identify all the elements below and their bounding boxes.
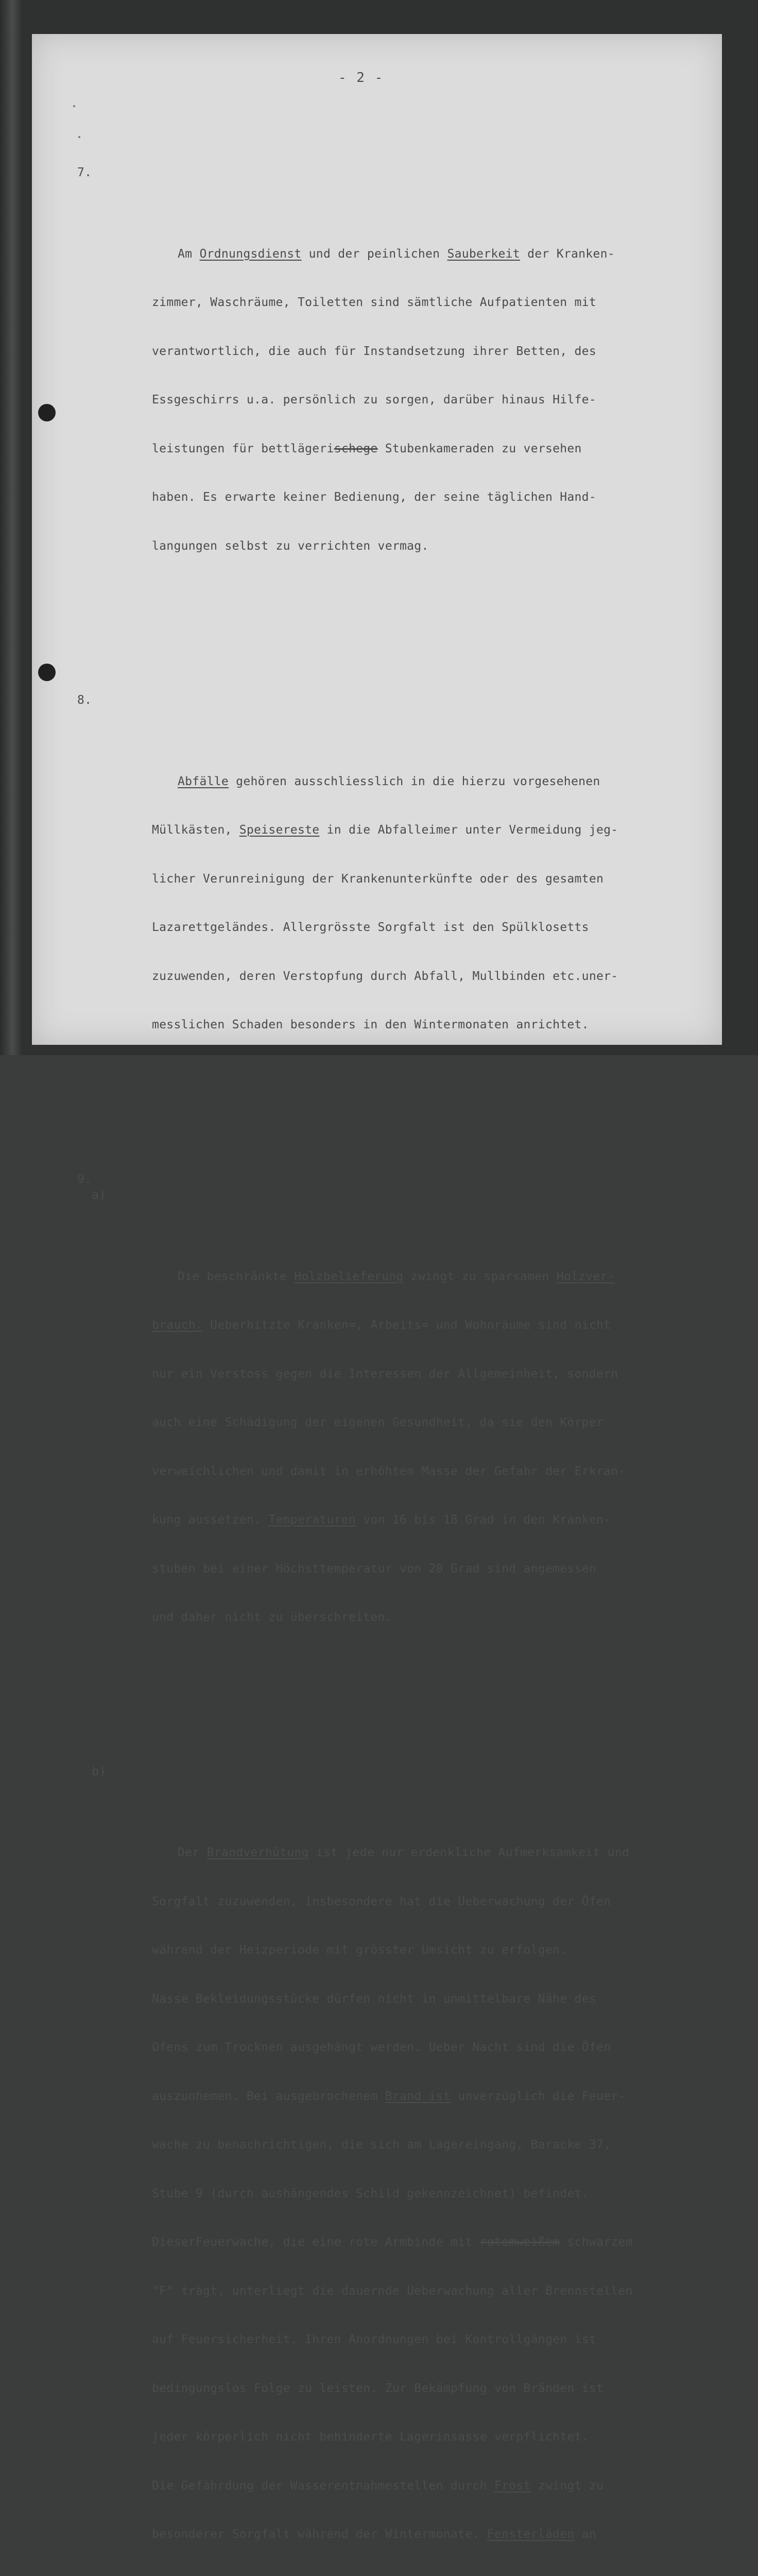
text-line: auszunhemen. Bei ausgebrochenem Brand ist unverzüglich die Feuer- — [152, 2089, 721, 2105]
text-line: DieserFeuerwache, die eine rote Armbinde mit rotemweißem schwarzem — [152, 2234, 721, 2251]
text-line: Der Brandverhütung ist jede nur erdenkliche Aufmerksamkeit und — [152, 1845, 721, 1861]
text-line: Die Gefährdung der Wasserentnahmestellen durch Frost zwingt zu — [152, 2478, 721, 2495]
punch-hole-lower — [38, 664, 56, 681]
subsection-label: a) — [92, 1188, 106, 1204]
section-9b — [77, 1764, 721, 2576]
document-page — [32, 34, 722, 1045]
text-line: zimmer, Waschräume, Toiletten sind sämtliche Aufpatienten mit — [152, 295, 721, 311]
underlined-term: Temperaturen — [268, 1513, 356, 1527]
text-line: auf Feuersicherheit. Ihren Anordnungen bei Kontrollgängen ist — [152, 2332, 721, 2348]
text-line: licher Verunreinigung der Krankenunterkünfte oder des gesamten — [152, 871, 721, 888]
underlined-term: Sauberkeit — [447, 247, 520, 261]
text-line: "F" trägt, unterliegt die dauernde Ueberwachung aller Brennstellen — [152, 2283, 721, 2300]
document-body — [77, 100, 721, 2576]
text-line: verantwortlich, die auch für Instandsetzung ihrer Betten, des — [152, 344, 721, 360]
page-number: - 2 - — [338, 70, 384, 86]
text-line: Nasse Bekleidungsstücke dürfen nicht in unmittelbare Nähe des — [152, 1991, 721, 2008]
text-line: Am Ordnungsdienst und der peinlichen Sauberkeit der Kranken- — [152, 246, 721, 263]
underlined-term: Holzver- — [557, 1270, 615, 1283]
text-line: Lazarettgeländes. Allergrösste Sorgfalt ist den Spülklosetts — [152, 920, 721, 936]
section-9a — [77, 1172, 721, 1691]
section-7 — [77, 165, 721, 619]
underlined-term: Fensterläden — [487, 2528, 575, 2541]
section-number: 9. — [77, 1172, 92, 1188]
text-line: verweichlichen und damit in erhöhtem Masse der Gefahr der Erkran- — [152, 1464, 721, 1480]
underlined-term: Abfälle — [178, 775, 229, 788]
text-line: haben. Es erwarte keiner Bedienung, der seine täglichen Hand- — [152, 489, 721, 506]
text-line: Ofens zum Trocknen ausgehängt werden. Ueber Nacht sind die Öfen — [152, 2040, 721, 2056]
underlined-term: Speisereste — [239, 823, 320, 837]
binder-edge — [0, 0, 21, 1055]
text-line: kung aussetzen. Temperaturen von 16 bis 18 Grad in den Kranken- — [152, 1512, 721, 1529]
text-line: bedingungslos Folge zu leisten. Zur Bekämpfung von Bränden ist — [152, 2381, 721, 2397]
underlined-term: brauch. — [152, 1318, 203, 1332]
text-line: langungen selbst zu verrichten vermag. — [152, 538, 721, 555]
section-number: 7. — [77, 165, 92, 181]
text-line: nur ein Verstoss gegen die Interessen der Allgemeinheit, sondern — [152, 1366, 721, 1383]
struck-text: schege — [334, 442, 378, 455]
text-line: und daher nicht zu überschreiten. — [152, 1609, 721, 1626]
section-number: 8. — [77, 692, 92, 709]
text-line: Die beschränkte Holzbelieferung zwingt zu sparsamen Holzver- — [152, 1269, 721, 1285]
underlined-term: Holzbelieferung — [294, 1270, 403, 1283]
punch-hole-upper — [38, 404, 56, 421]
underlined-term: Brandverhütung — [207, 1846, 309, 1859]
underlined-term: Frost — [494, 2479, 531, 2493]
paper-speck — [73, 105, 75, 107]
text-line: wache zu benachrichtigen, die sich am Lagereingang, Baracke 37, — [152, 2137, 721, 2154]
text-line: stuben bei einer Höchsttemperatur von 20 Grad sind angemessen — [152, 1561, 721, 1578]
text-line: Abfälle gehören ausschliesslich in die hierzu vorgesehenen — [152, 774, 721, 790]
text-line: messlichen Schaden besonders in den Wintermonaten anrichtet. — [152, 1017, 721, 1033]
text-line: Stube 9 (durch aushängendes Schild gekennzeichnet) befindet. — [152, 2186, 721, 2202]
struck-text: rotemweißem — [480, 2235, 560, 2249]
text-line: zuzuwenden, deren Verstopfung durch Abfall, Mullbinden etc.uner- — [152, 969, 721, 985]
section-8 — [77, 692, 721, 1098]
text-line: Müllkästen, Speisereste in die Abfalleimer unter Vermeidung jeg- — [152, 822, 721, 839]
text-line: Essgeschirrs u.a. persönlich zu sorgen, darüber hinaus Hilfe- — [152, 392, 721, 409]
subsection-label: b) — [92, 1764, 106, 1781]
underlined-term: Ordnungsdienst — [199, 247, 301, 261]
text-line: brauch. Ueberhitzte Kranken=, Arbeits= und Wohnräume sind nicht — [152, 1317, 721, 1334]
text-line: auch eine Schädigung der eigenen Gesundheit, da sie den Körper — [152, 1415, 721, 1431]
text-line: jeder körperlich nicht behinderte Lagerinsasse verpflichtet. — [152, 2429, 721, 2446]
text-line: leistungen für bettlägerischege Stubenkameraden zu versehen — [152, 441, 721, 457]
text-line: während der Heizperiode mit grösster Umsicht zu erfolgen. — [152, 1942, 721, 1959]
underlined-term: Brand ist — [385, 2090, 451, 2103]
text-line: besonderer Sorgfalt während der Wintermonate. Fensterläden an — [152, 2527, 721, 2543]
text-line: Sorgfalt zuzuwenden, insbesondere hat die Ueberwachung der Öfen — [152, 1894, 721, 1910]
